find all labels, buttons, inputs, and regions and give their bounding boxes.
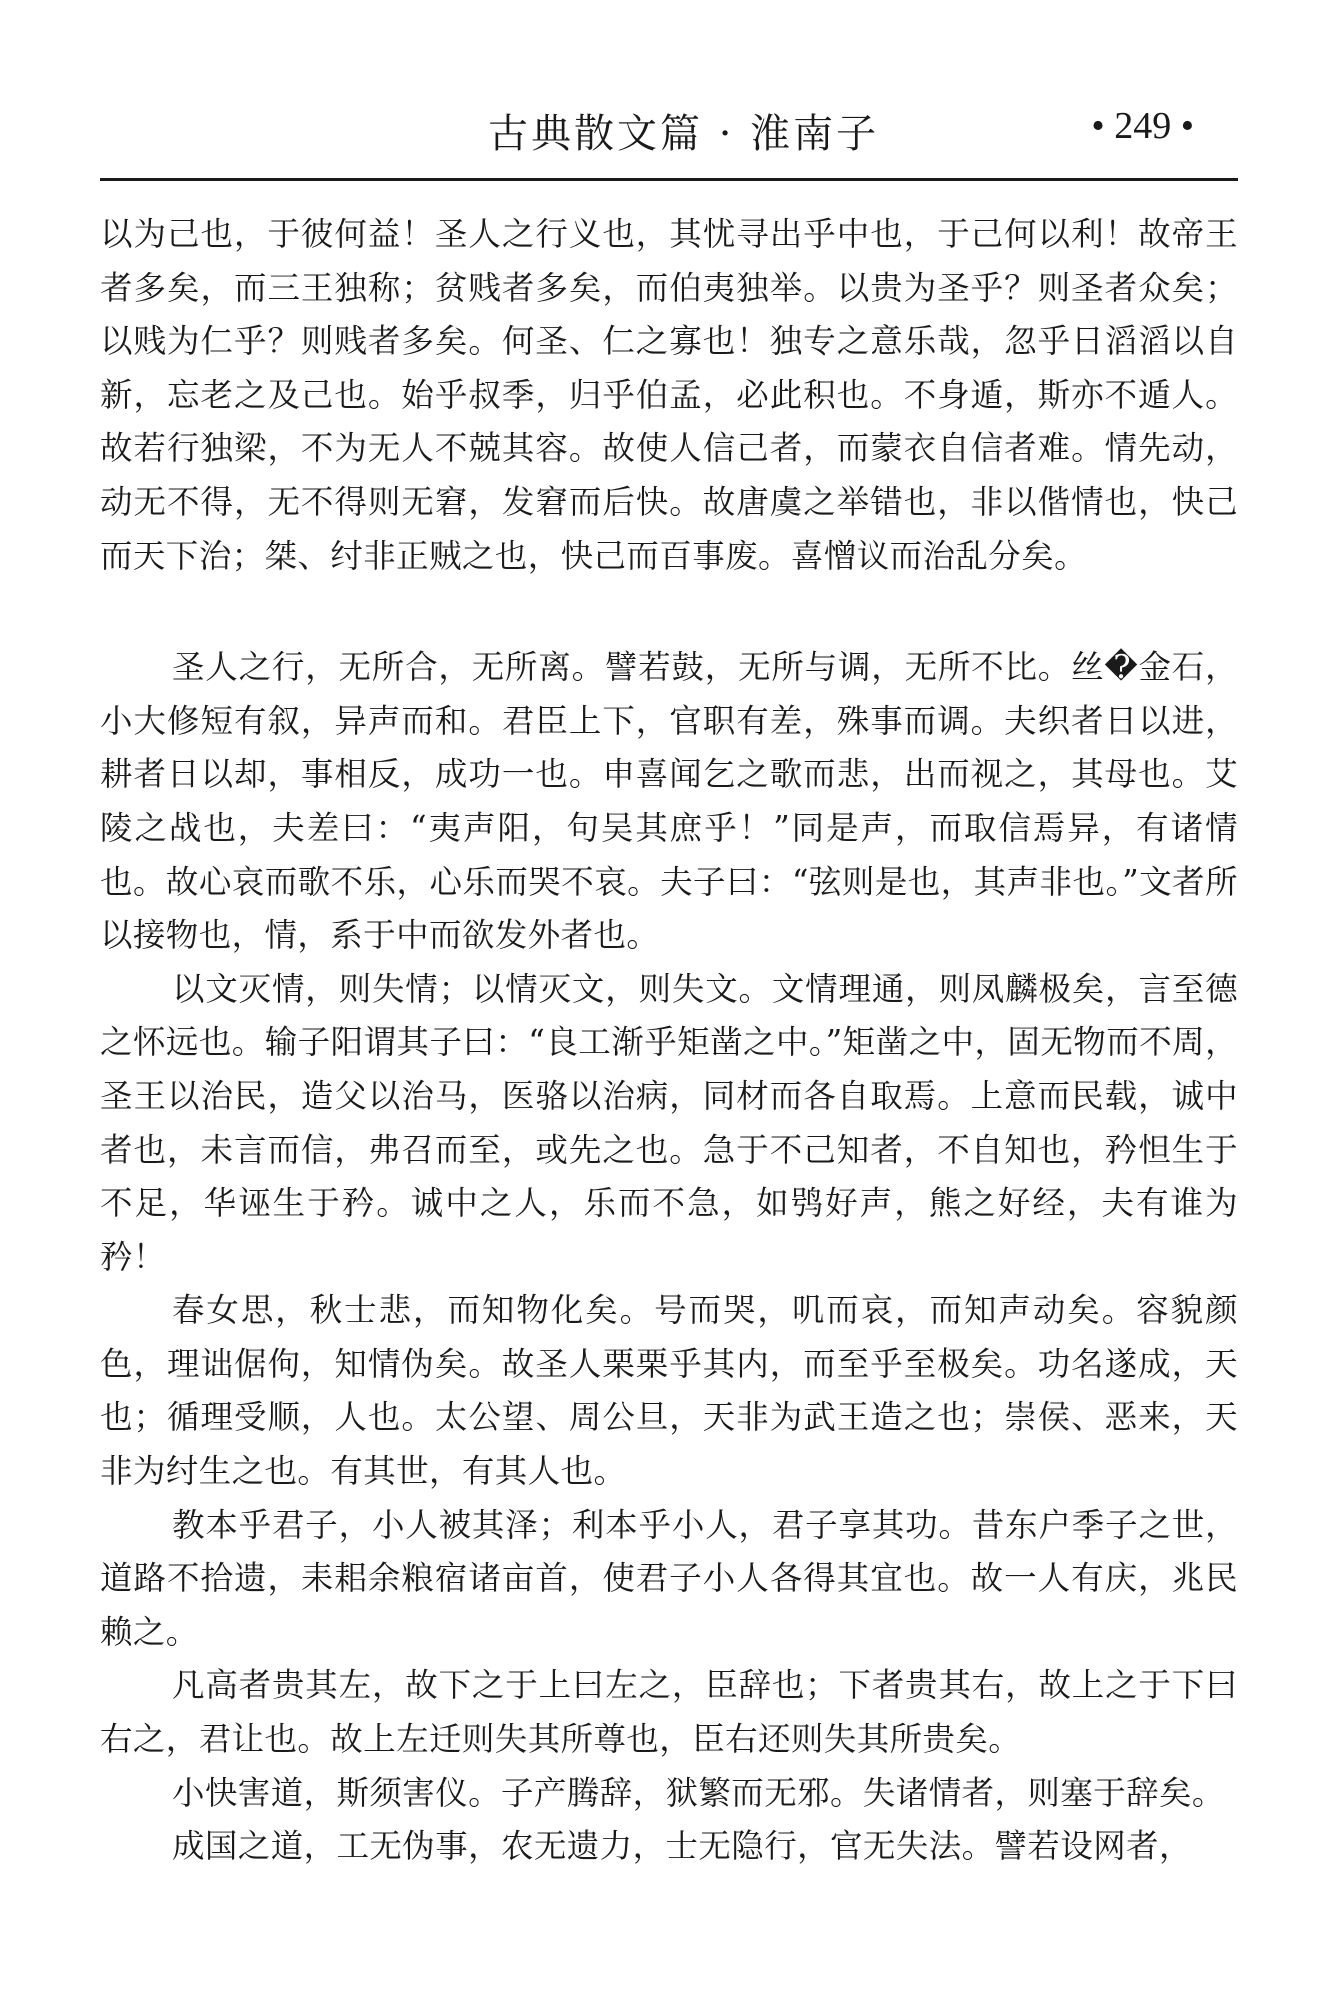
text-body (100, 208, 1238, 1874)
paragraph: 小快害道，斯须害仪。子产腾辞，狱繁而无邪。失诸情者，则塞于辞矣。 (172, 1773, 1225, 1812)
paragraph: 凡高者贵其左，故下之于上曰左之，臣辞也；下者贵其右，故上之于下曰右之，君让也。故上左迁则失其所尊也，臣右还则失其所贵矣。 (100, 1666, 1238, 1759)
running-title: 古典散文篇 · 淮南子 (488, 111, 880, 157)
page-number: • 249 • (1091, 105, 1194, 147)
paragraph-continued: 以为己也，于彼何益！圣人之行义也，其忧寻出乎中也，于己何以利！故帝王者多矣，而三王独称；贫贱者多矣，而伯夷独举。以贵为圣乎？则圣者众矣；以贱为仁乎？则贱者多矣。何圣、仁之寡也！独专之意乐哉，忽乎日滔滔以自新，忘老之及己也。始乎叔季，归乎伯孟，必此积也。不身遁，斯亦不遁人。故若行独梁，不为无人不兢其容。故使人信己者，而蒙衣自信者难。情先动，动无不得，无不得则无窘，发窘而后快。故唐虞之举错也，非以偕情也，快己而天下治；桀、纣非正贼之也，快己而百事废。喜憎议而治乱分矣。 (100, 215, 1238, 575)
paragraph: 教本乎君子，小人被其泽；利本乎小人，君子享其功。昔东户季子之世，道路不拾遗，耒耜余粮宿诸亩首，使君子小人各得其宜也。故一人有庆，兆民赖之。 (100, 1505, 1238, 1651)
paragraph: 圣人之行，无所合，无所离。譬若鼓，无所与调，无所不比。丝�金石，小大修短有叙，异声而和。君臣上下，官职有差，殊事而调。夫织者日以进，耕者日以却，事相反，成功一也。申喜闻乞之歌而悲，出而视之，其母也。艾陵之战也，夫差曰：“夷声阳，句吴其庶乎！”同是声，而取信焉异，有诸情也。故心哀而歌不乐，心乐而哭不哀。夫子曰：“弦则是也，其声非也。”文者所以接物也，情，系于中而欲发外者也。 (100, 648, 1238, 955)
paragraph: 春女思，秋士悲，而知物化矣。号而哭，叽而哀，而知声动矣。容貌颜色，理诎倨佝，知情伪矣。故圣人栗栗乎其内，而至乎至极矣。功名遂成，天也；循理受顺，人也。太公望、周公旦，天非为武王造之也；崇侯、恶来，天非为纣生之也。有其世，有其人也。 (100, 1291, 1238, 1491)
page-header (100, 96, 1238, 181)
paragraph: 成国之道，工无伪事，农无遗力，士无隐行，官无失法。譬若设网者， (172, 1827, 1192, 1866)
paragraph: 以文灭情，则失情；以情灭文，则失文。文情理通，则凤麟极矣，言至德之怀远也。输子阳谓其子曰：“良工渐乎矩凿之中。”矩凿之中，固无物而不周，圣王以治民，造父以治马，医骆以治病，同材而各自取焉。上意而民载，诚中者也，未言而信，弗召而至，或先之也。急于不己知者，不自知也，矜怛生于不足，华诬生于矜。诚中之人，乐而不急，如鸮好声，熊之好经，夫有谁为矜！ (100, 969, 1238, 1276)
